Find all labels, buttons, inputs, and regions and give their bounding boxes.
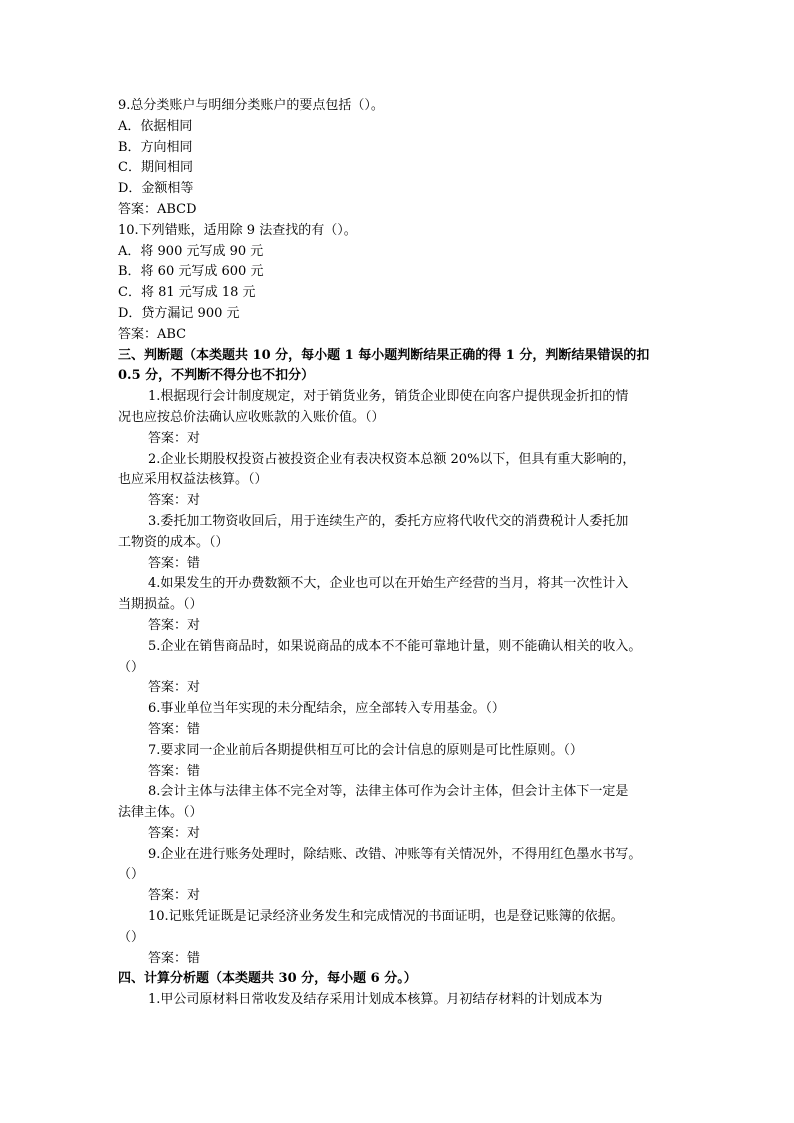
judgement-4-line-1: 4.如果发生的开办费数额不大，企业也可以在开始生产经营的当月，将其一次性计入: [148, 576, 629, 592]
judgement-10-line-1: 10.记账凭证既是记录经济业务发生和完成情况的书面证明，也是登记账簿的依据。: [148, 909, 624, 925]
judgement-1-answer: 答案：对: [148, 430, 201, 446]
question-9-answer: 答案：ABCD: [118, 201, 197, 217]
judgement-8-line-1: 8.会计主体与法律主体不完全对等，法律主体可作为会计主体，但会计主体下一定是: [148, 784, 629, 800]
question-10-stem: 10.下列错账，适用除 9 法查找的有（）。: [118, 222, 357, 238]
judgement-8-answer: 答案：对: [148, 825, 201, 841]
judgement-2-line-2: 也应采用权益法核算。（）: [118, 472, 268, 488]
calculation-1-line-1: 1.甲公司原材料日常收发及结存采用计划成本核算。月初结存材料的计划成本为: [148, 992, 603, 1008]
judgement-6-answer: 答案：错: [148, 721, 201, 737]
section-4-title: 四、计算分析题（本类题共 30 分，每小题 6 分。）: [118, 971, 417, 987]
judgement-8-line-2: 法律主体。（）: [118, 805, 203, 821]
judgement-3-line-1: 3.委托加工物资收回后，用于连续生产的，委托方应将代收代交的消费税计人委托加: [148, 513, 629, 529]
question-9-option-c: C．期间相同: [118, 160, 193, 176]
question-10-option-b: B．将 60 元写成 600 元: [118, 264, 264, 280]
judgement-9-line-1: 9.企业在进行账务处理时，除结账、改错、冲账等有关情况外，不得用红色墨水书写。: [148, 846, 642, 862]
question-9-option-d: D．金额相等: [118, 181, 194, 197]
judgement-6-line-1: 6.事业单位当年实现的未分配结余，应全部转入专用基金。（）: [148, 701, 505, 717]
question-10-option-d: D．贷方漏记 900 元: [118, 305, 240, 321]
question-10-answer: 答案：ABC: [118, 326, 187, 342]
judgement-1-line-1: 1.根据现行会计制度规定，对于销货业务，销货企业即使在向客户提供现金折扣的情: [148, 389, 629, 405]
question-10-option-c: C．将 81 元写成 18 元: [118, 285, 256, 301]
judgement-5-line-1: 5.企业在销售商品时，如果说商品的成本不不能可靠地计量，则不能确认相关的收入。: [148, 638, 642, 654]
judgement-7-answer: 答案：错: [148, 763, 201, 779]
judgement-5-answer: 答案：对: [148, 680, 201, 696]
judgement-1-line-2: 况也应按总价法确认应收账款的入账价值。（）: [118, 409, 385, 425]
judgement-2-line-1: 2.企业长期股权投资占被投资企业有表决权资本总额 20%以下，但具有重大影响的，: [148, 451, 636, 467]
question-9-stem: 9.总分类账户与明细分类账户的要点包括（）。: [118, 98, 384, 113]
section-3-title-line-1: 三、判断题（本类题共 10 分，每小题 1 每小题判断结果正确的得 1 分，判断结果错误的扣: [118, 347, 650, 363]
judgement-3-answer: 答案：错: [148, 555, 201, 571]
judgement-9-line-2: （）: [118, 867, 145, 883]
judgement-7-line-1: 7.要求同一企业前后各期提供相互可比的会计信息的原则是可比性原则。（）: [148, 742, 583, 758]
question-9-option-a: A．依据相同: [118, 118, 193, 134]
section-3-title-line-2: 0.5 分，不判断不得分也不扣分）: [118, 368, 315, 384]
section-3-items: [118, 387, 678, 969]
judgement-4-answer: 答案：对: [148, 617, 201, 633]
judgement-9-answer: 答案：对: [148, 888, 201, 904]
document-body: [118, 96, 678, 1011]
judgement-10-line-2: （）: [118, 929, 145, 945]
question-10-option-a: A．将 900 元写成 90 元: [118, 243, 264, 259]
question-9-option-b: B．方向相同: [118, 139, 193, 155]
judgement-5-line-2: （）: [118, 659, 145, 675]
judgement-4-line-2: 当期损益。（）: [118, 597, 203, 613]
judgement-3-line-2: 工物资的成本。（）: [118, 534, 229, 550]
judgement-2-answer: 答案：对: [148, 493, 201, 509]
judgement-10-answer: 答案：错: [148, 950, 201, 966]
